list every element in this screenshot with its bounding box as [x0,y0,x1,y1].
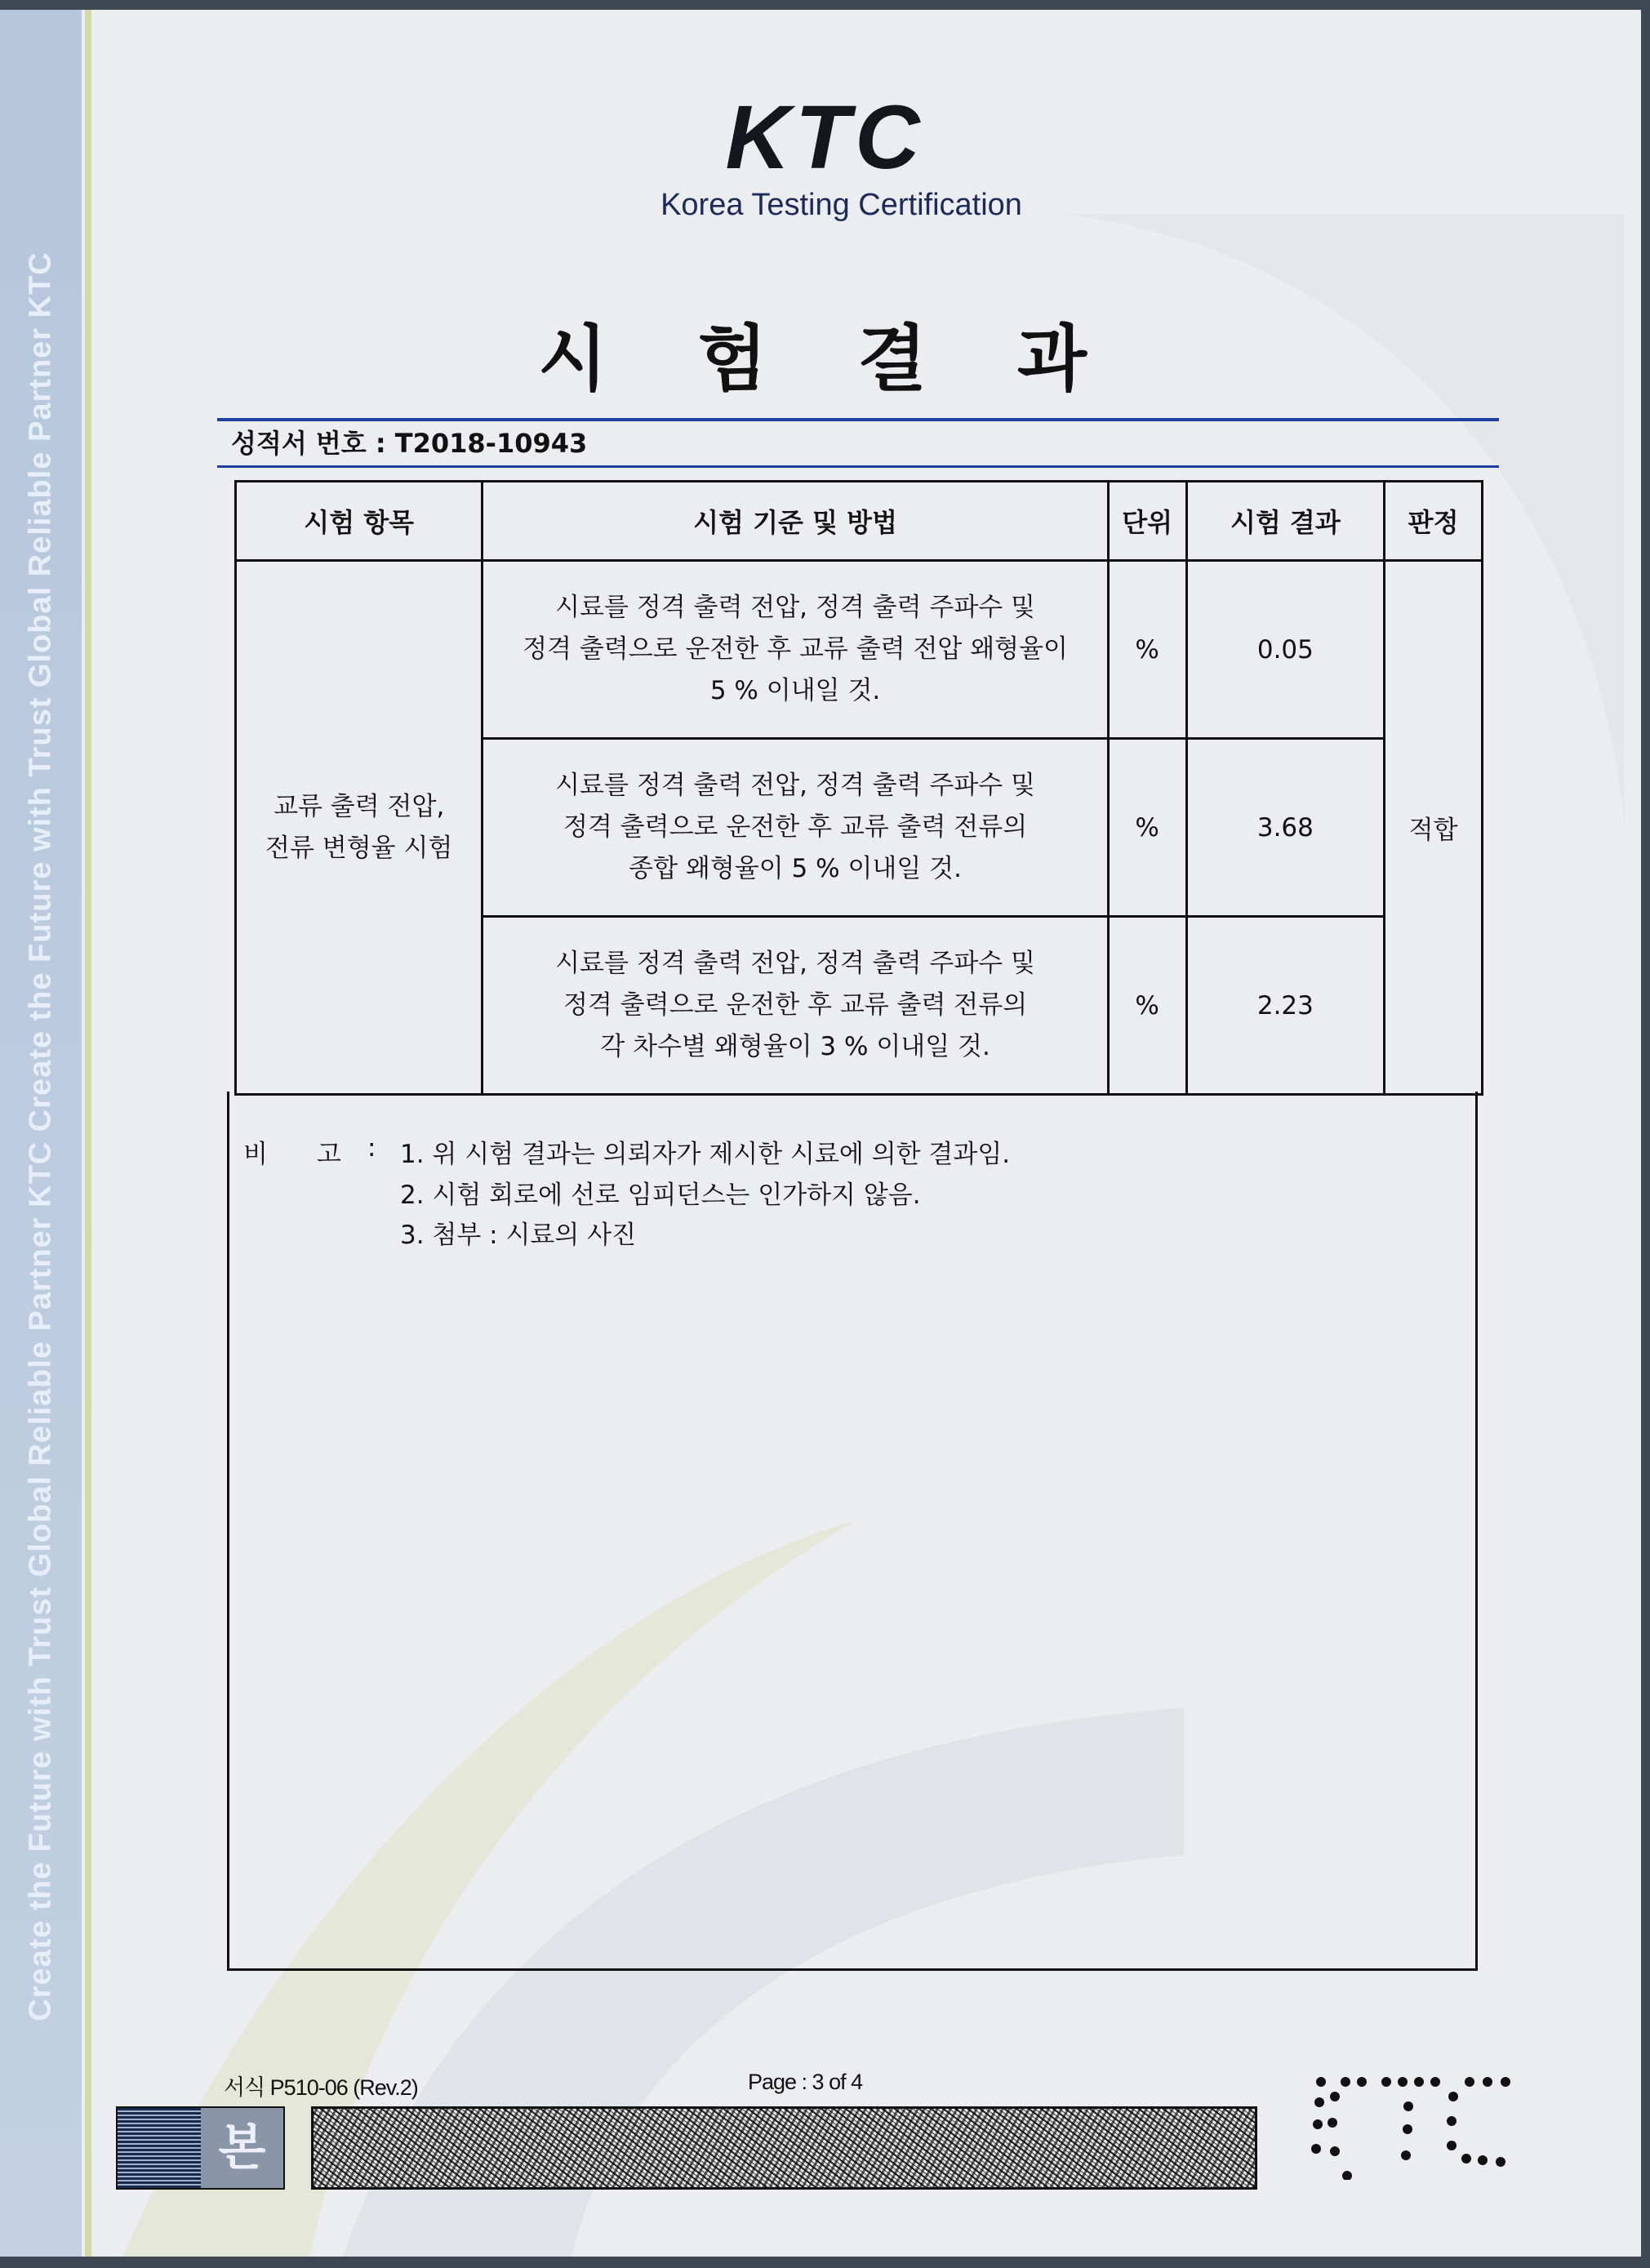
cert-number-value: T2018-10943 [394,428,588,459]
result-cell: 2.23 [1186,917,1385,1095]
page-number: Page : 3 of 4 [748,2070,863,2094]
criteria-cell: 시료를 정격 출력 전압, 정격 출력 주파수 및 정격 출력으로 운전한 후 교류 출력 전압 왜형율이 5 % 이내일 것. [483,561,1108,739]
seal-pattern [118,2108,201,2188]
original-seal [116,2106,285,2190]
form-number: 서식 P510-06 (Rev.2) [224,2075,418,2100]
header-unit: 단위 [1108,482,1186,561]
side-banner-text: Create the Future with Trust Global Reliable Partner KTC Create the Future with Trust Global Reliable Partner KTC [23,251,58,2021]
table-header-row [236,482,1483,561]
table-row [236,561,1483,739]
unit-cell: % [1108,561,1186,739]
seal-text: 본 [201,2108,283,2188]
header-result: 시험 결과 [1186,482,1385,561]
page-title: 시 험 결 과 [538,317,1119,401]
cert-number-label: 성적서 번호 : [231,428,386,459]
header-item: 시험 항목 [236,482,483,561]
remark-item: 3. 첨부 : 시료의 사진 [400,1221,637,1250]
ktc-logo-subtitle: Korea Testing Certification [660,188,1022,222]
divider-top [217,418,1499,421]
ktc-logo: KTC [725,87,925,188]
criteria-cell: 시료를 정격 출력 전압, 정격 출력 주파수 및 정격 출력으로 운전한 후 교류 출력 전류의 각 차수별 왜형율이 3 % 이내일 것. [483,917,1108,1095]
header-verdict: 판정 [1385,482,1483,561]
results-table [234,480,1483,1096]
header-criteria: 시험 기준 및 방법 [483,482,1108,561]
result-cell: 0.05 [1186,561,1385,739]
verdict-cell: 적합 [1385,561,1483,1095]
unit-cell: % [1108,917,1186,1095]
test-item: 교류 출력 전압, 전류 변형율 시험 [236,561,483,1095]
remark-item: 2. 시험 회로에 선로 임피던스는 인가하지 않음. [400,1181,921,1210]
result-cell: 3.68 [1186,739,1385,917]
security-pattern [311,2106,1257,2190]
unit-cell: % [1108,739,1186,917]
divider-bottom [217,465,1499,468]
remarks-label-2: 고 [317,1140,341,1169]
remark-item: 1. 위 시험 결과는 의뢰자가 제시한 시료에 의한 결과임. [400,1140,1011,1169]
remarks-label-1: 비 [243,1140,268,1169]
cert-number [231,423,587,460]
remarks-colon: : [367,1133,376,1163]
criteria-cell: 시료를 정격 출력 전압, 정격 출력 주파수 및 정격 출력으로 운전한 후 교류 출력 전류의 종합 왜형율이 5 % 이내일 것. [483,739,1108,917]
ktc-dot-logo [1306,2074,1600,2180]
